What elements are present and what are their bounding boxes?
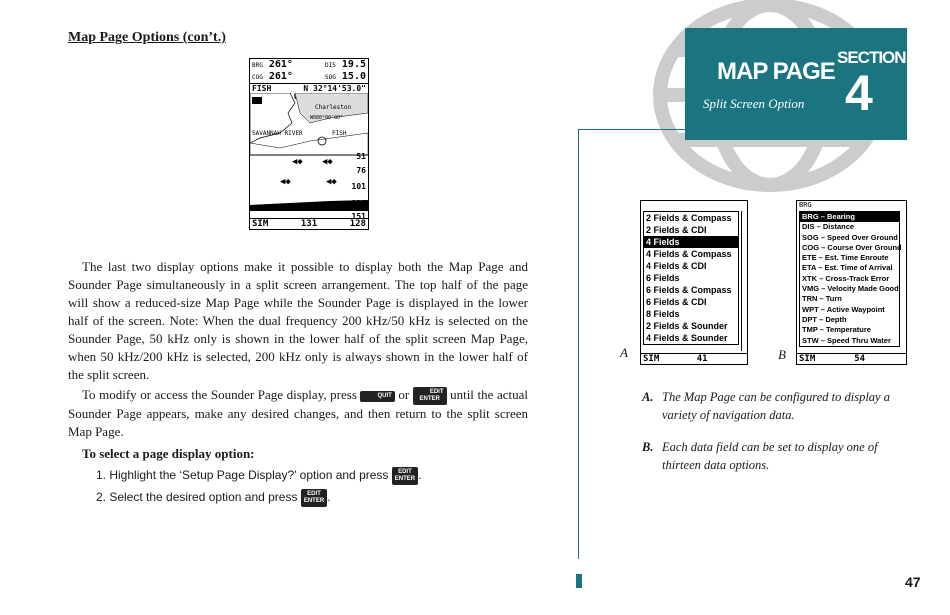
page-marker: [576, 574, 582, 588]
menu-item[interactable]: 6 Fields & CDI: [646, 297, 707, 307]
map-label-charleston: Charleston: [315, 104, 352, 111]
scrollbar: [741, 211, 746, 351]
paragraph: To modify or access the Sounder Page display, press QUIT or EDIT ENTER until the actual Sounder Page appears, make any desired changes, and then return to the split screen Map Page.: [68, 387, 528, 440]
screen-a-display: [640, 200, 748, 365]
procedure-title: To select a page display option:: [82, 446, 255, 461]
menu-item[interactable]: 4 Fields & Sounder: [646, 333, 728, 343]
map-label-savannah: SAVANNAH RIVER: [252, 130, 303, 137]
menu-item[interactable]: ETE – Est. Time Enroute: [802, 253, 889, 263]
map-label-longitude: W080°00'00": [310, 115, 344, 121]
depth-mark: 51: [356, 152, 366, 161]
menu-item[interactable]: 6 Fields & Compass: [646, 285, 732, 295]
menu-item[interactable]: 4 Fields: [644, 236, 738, 248]
figure-label-b: B: [778, 347, 786, 362]
menu-item[interactable]: 2 Fields & CDI: [646, 225, 707, 235]
row-brg-dis: BRG 261° DIS 19.5: [252, 59, 366, 70]
section-heading: Map Page Options (con’t.): [68, 30, 226, 45]
menu-item[interactable]: TMP – Temperature: [802, 325, 871, 335]
depth-mark: 76: [356, 166, 366, 175]
figure-label-a: A: [620, 345, 628, 360]
row-cog-sog: COG 261° SOG 15.0: [252, 71, 366, 82]
depth-mark: 101: [351, 182, 366, 191]
step: 1. Highlight the ‘Setup Page Display?’ option and press EDIT ENTER .: [96, 467, 421, 485]
paragraph: The last two display options make it possible to display both the Map Page and Sounder Page simultaneously in a split screen arrangement. The top half of the page will show a reduced-size Map Page while the Sounder Page is displayed in the lower half of the screen. Note: When the dual frequency 200 kHz/50 kHz is selected on the Sounder Page, 50 kHz only is shown in the lower half of the split screen Map Page, when 50 kHz/200 kHz is selected, 200 kHz only is always shown in the lower half of the split screen.: [68, 259, 528, 382]
fish-icon: ◀◆: [280, 177, 291, 187]
section-number: 4: [845, 65, 873, 121]
fish-icon: ◀◆: [292, 157, 303, 167]
status-bar: SIM 54: [797, 353, 906, 364]
row-waypoint: FISH N 32°14'53.0": [252, 84, 366, 93]
menu-item[interactable]: DIS – Distance: [802, 222, 855, 232]
split-screen-display: [249, 58, 369, 230]
page-display-menu: [643, 211, 739, 345]
caption-a: A. The Map Page can be configured to display a variety of navigation data.: [642, 390, 890, 422]
menu-item[interactable]: DPT – Depth: [802, 314, 847, 324]
fish-icon: ◀◆: [326, 177, 337, 187]
banner-subtitle: Split Screen Option: [703, 96, 805, 111]
screen-b-display: [796, 200, 907, 365]
quit-key-icon: QUIT: [360, 391, 394, 402]
depth-mark: 126: [351, 199, 366, 208]
step: 2. Select the desired option and press EDIT ENTER .: [96, 489, 331, 507]
edit-enter-key-icon: EDIT ENTER: [301, 489, 327, 507]
status-bar: SIM 41: [641, 353, 747, 364]
edit-enter-key-icon: EDIT ENTER: [392, 467, 418, 485]
menu-item[interactable]: SOG – Speed Over Ground: [802, 232, 898, 242]
menu-item[interactable]: TRN – Turn: [802, 294, 842, 304]
menu-item[interactable]: BRG – Bearing: [800, 212, 899, 222]
menu-item[interactable]: COG – Course Over Ground: [802, 242, 902, 252]
fish-icon: ◀◆: [322, 157, 333, 167]
menu-item[interactable]: XTK – Cross-Track Error: [802, 273, 890, 283]
depth-mark: 151: [351, 212, 366, 221]
field-header: BRG: [799, 201, 812, 209]
caption-b: B. Each data field can be set to display one of thirteen data options.: [642, 440, 878, 472]
menu-item[interactable]: 4 Fields & CDI: [646, 261, 707, 271]
menu-item[interactable]: 2 Fields & Sounder: [646, 321, 728, 331]
edit-enter-key-icon: EDIT ENTER: [413, 387, 447, 405]
map-view: [250, 93, 368, 211]
status-bar: SIM 131 128: [250, 218, 368, 229]
menu-item[interactable]: 2 Fields & Compass: [646, 213, 732, 223]
data-fields: [250, 59, 368, 84]
data-field-menu: [799, 211, 900, 347]
section-banner: [685, 28, 907, 140]
menu-item[interactable]: 4 Fields & Compass: [646, 249, 732, 259]
map-label-fish: FISH: [332, 130, 347, 137]
menu-item[interactable]: STW – Speed Thru Water: [802, 335, 891, 345]
menu-item[interactable]: VMG – Velocity Made Good: [802, 284, 899, 294]
menu-item[interactable]: ETA – Est. Time of Arrival: [802, 263, 893, 273]
section-label: SECTION: [837, 48, 906, 67]
page-number: 47: [905, 574, 921, 590]
section-rule: [578, 129, 685, 130]
menu-item[interactable]: 8 Fields: [646, 309, 680, 319]
section-rule: [578, 129, 579, 559]
menu-item[interactable]: 6 Fields: [646, 273, 680, 283]
banner-title: MAP PAGE: [717, 58, 835, 85]
menu-item[interactable]: WPT – Active Waypoint: [802, 304, 885, 314]
